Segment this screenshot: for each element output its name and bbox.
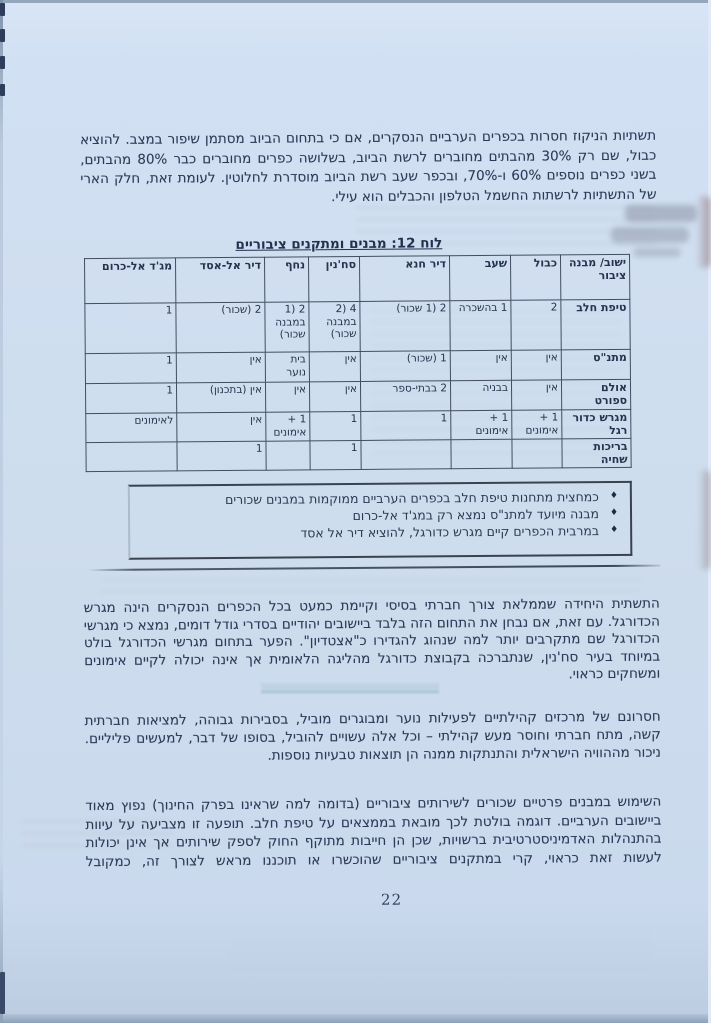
table-cell: 1 + אימונים	[266, 412, 310, 441]
table-title: לוח 12: מבנים ומתקנים ציבוריים	[235, 235, 443, 253]
column-header: ישוב/ מבנה ציבור	[560, 254, 629, 300]
table-row	[86, 409, 631, 442]
bullet-text: במרבית הכפרים קיים מגרש כדורגל, להוציא דיר אל אסד	[300, 523, 600, 541]
table-cell: בבניה	[450, 380, 511, 410]
table-cell: 2	[511, 300, 561, 350]
table-row	[86, 438, 631, 471]
diamond-bullet-icon: ♦	[609, 490, 618, 502]
row-label: מתנ"ס	[561, 349, 630, 380]
table-cell: 1 + אימונים	[512, 410, 562, 439]
page-number: 22	[380, 890, 403, 909]
public-buildings-table	[84, 254, 632, 472]
table-cell: אין	[176, 352, 265, 383]
table-cell: 2 (שכור)	[176, 302, 265, 353]
column-header: דיר חנא	[359, 256, 449, 302]
table-cell: אין (בתכנון)	[176, 382, 265, 413]
table-cell	[512, 439, 562, 468]
table-cell: אין	[309, 381, 360, 411]
table-cell: אין	[511, 380, 561, 410]
table-cell: 2 (1 שכור)	[360, 301, 450, 352]
table-cell: 2 בבתי-ספר	[360, 381, 450, 412]
table-cell: 1	[85, 303, 176, 354]
table-cell: 4 (2 במבנה שכור)	[309, 301, 360, 351]
table-cell: 1	[310, 440, 361, 469]
table-cell: 2 (1 במבנה שכור)	[265, 302, 309, 352]
table-cell	[266, 441, 310, 470]
column-header: סח'נין	[308, 256, 359, 301]
table-row	[85, 379, 630, 413]
table-cell: 1	[310, 411, 361, 440]
table-cell	[86, 442, 177, 472]
table-row	[85, 349, 630, 383]
horizontal-scan-line	[88, 565, 660, 571]
row-label: בריכות שחיה	[562, 438, 631, 468]
table-cell: אין	[177, 412, 266, 442]
diamond-bullet-icon: ♦	[610, 524, 619, 536]
summary-bullet	[136, 522, 618, 543]
table-cell: אין	[265, 382, 309, 412]
paragraph-community-centers: חסרונם של מרכזים קהילתיים לפעילות נוער ומבוגרים מוביל, בסבירות גבוהה, למציאות חברתית קשה, מתח חברתי וחוסר מעש קהילתי – וכל אלה עשויים להוביל, בסופו של דבר, למעשים פליליים. ניכור מההוויה הישראלית והתנתקות ממנה הן תוצאות טבעיות נוספות.	[84, 708, 661, 764]
bullet-text: כמחצית מתחנות טיפת חלב בכפרים הערביים ממוקמות במבנים שכורים	[224, 489, 599, 508]
table-cell: אין	[309, 351, 360, 381]
table-row	[85, 299, 630, 353]
table-cell	[361, 440, 451, 470]
table-cell: אין	[511, 350, 561, 380]
summary-box	[128, 481, 633, 560]
table-cell: 1	[361, 411, 451, 441]
bullet-text: מבנה מיועד למתנ"ס נמצא רק במג'ד אל-כרום	[352, 506, 600, 524]
table-cell: 1 (שכור)	[360, 351, 450, 382]
row-label: אולם ספורט	[561, 379, 630, 410]
row-label: מגרש כדור רגל	[562, 409, 631, 439]
row-label: טיפת חלב	[561, 299, 630, 350]
table-cell	[451, 439, 512, 468]
table-cell: בית נוער	[265, 352, 309, 382]
table-cell: לאימונים	[86, 413, 177, 443]
table-cell: אין	[450, 350, 511, 380]
column-header: מג'ד אל-כרום	[85, 258, 176, 304]
diamond-bullet-icon: ♦	[609, 507, 619, 519]
column-header: דיר אל-אסד	[176, 257, 265, 303]
table-cell: 1	[177, 441, 266, 471]
paragraph-football-fields: התשתית היחידה שממלאת צורך חברתי בסיסי וקיימת כמעט בכל הכפרים הנסקרים הינה מגרש הכדורגל. עם זאת, אם נבחן את התחום הזה בלבד ביישובים יהודיים בסדרי גודל דומים, נמצא כי מגרשי הכדורגל שם מתקרבים יותר למה שנהוג להגדירו כ"אצטדיון". הפער בתחום מגרשי הכדורגל בולט במיוחד בעיר סח'נין, שנתברכה בקבוצת כדורגל מהליגה הלאומית אך אינה יכולה לקיים אימונים ומשחקים כראוי.	[83, 595, 661, 683]
column-header: שעב	[449, 255, 510, 300]
table-cell: 1	[85, 383, 176, 414]
table-cell: 1 + אימונים	[451, 410, 512, 439]
paragraph-rented-buildings: השימוש במבנים פרטיים שכורים לשירותים ציבוריים (בדומה למה שראינו בפרק החינוך) נפוץ מאוד ביישובים הערביים. דוגמה בולטת לכך מובאת בממצאים על טיפת חלב. תופעה זו מצביעה על עיוות בהתנהלות האדמיניסטרטיבית ברשויות, שכן הן חייבות מתוקף החוק לספק שירותים אך אינן יכולות לעשות זאת כראוי, קרי במתקנים ציבוריים שהוכשרו או תוכננו מראש לצורך זה, כמקובל	[85, 793, 662, 870]
table-header-row	[85, 254, 630, 303]
column-header: נחף	[265, 257, 309, 302]
table-cell: 1 בהשכרה	[450, 300, 511, 350]
paragraph-infrastructure: תשתיות הניקוז חסרות בכפרים הערביים הנסקרים, אם כי בתחום הביוב מסתמן שיפור במצב. להוציא כבול, שם רק 30% מהבתים מחוברים לרשת הביוב, בשלושה כפרים מחוברים כבר 80% מהבתים, בשני כפרים נוספים 60% ו-70%, ובכפר שעב רשת הביוב מוסדרת לחלוטין. לעומת זאת, חלק הארי של התשתיות לרשתות החשמל הטלפון והכבלים הוא עילי.	[80, 127, 657, 205]
column-header: כבול	[510, 255, 560, 300]
table-cell: 1	[85, 353, 176, 384]
